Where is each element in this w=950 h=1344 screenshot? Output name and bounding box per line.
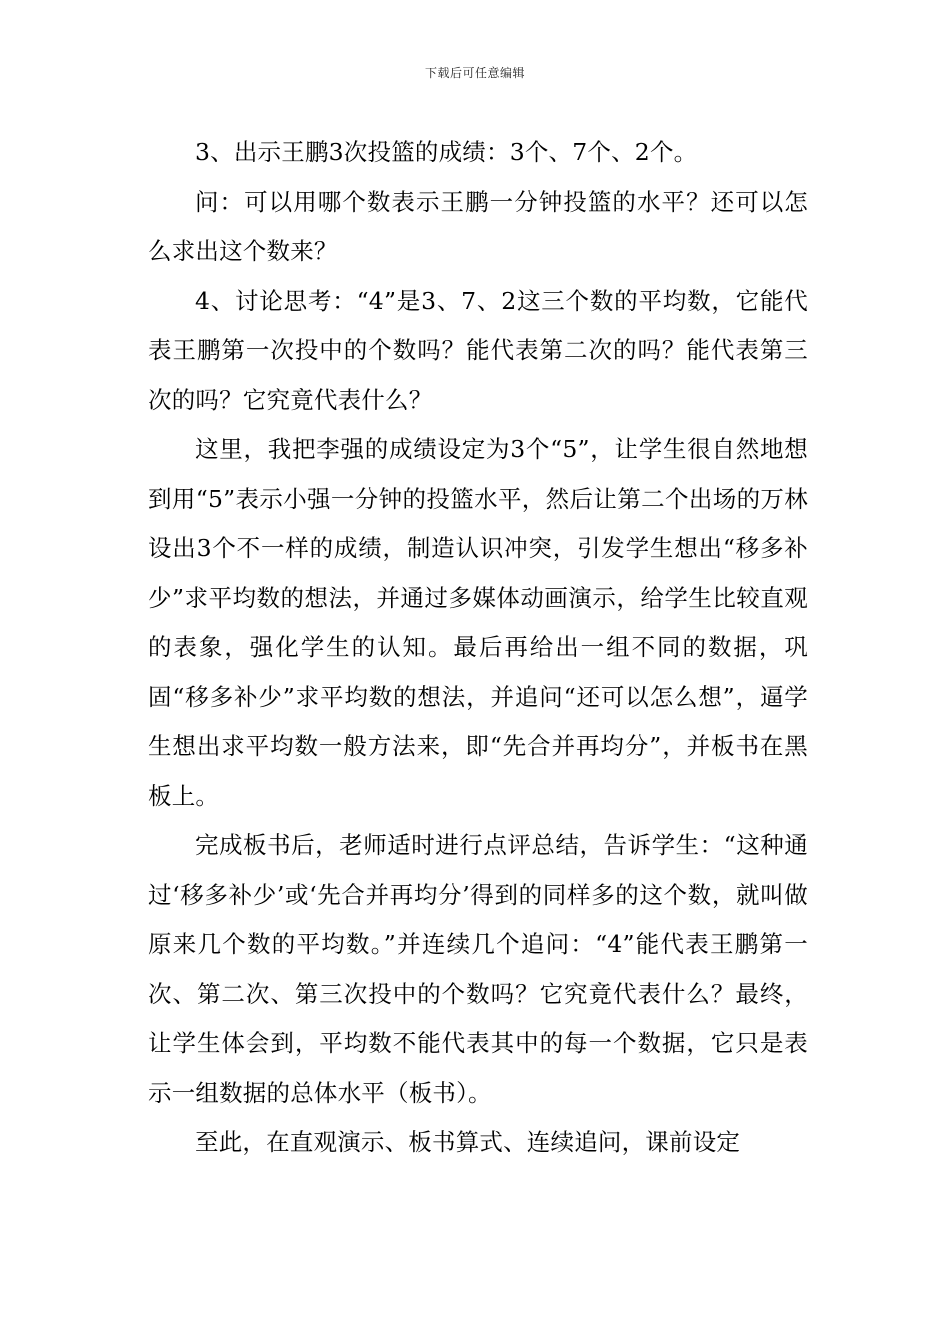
paragraph-explanation: 这里，我把李强的成绩设定为3个“5”，让学生很自然地想到用“5”表示小强一分钟的投篮水平，然后让第二个出场的万林设出3个不一样的成绩，制造认识冲突，引发学生想出“移多补少”求平均数的想法，并通过多媒体动画演示，给学生比较直观的表象，强化学生的认知。最后再给出一组不同的数据，巩固“移多补少”求平均数的想法，并追问“还可以怎么想”，逼学生想出求平均数一般方法来，即“先合并再均分”，并板书在黑板上。 [148, 435, 808, 810]
paragraph-summary: 完成板书后，老师适时进行点评总结，告诉学生：“这种通过‘移多补少’或‘先合并再均分’得到的同样多的这个数，就叫做原来几个数的平均数。”并连续几个追问：“4”能代表王鹏第一次、第二次、第三次投中的个数吗？它究竟代表什么？最终，让学生体会到，平均数不能代表其中的每一个数据，它只是表示一组数据的总体水平（板书）。 [148, 831, 808, 1107]
paragraph-conclusion: 至此，在直观演示、板书算式、连续追问，课前设定 [195, 1128, 741, 1156]
paragraph-step-3: 3、出示王鹏3次投篮的成绩：3个、7个、2个。 [195, 138, 698, 166]
page-header: 下载后可任意编辑 [424, 66, 525, 80]
paragraph-question: 问：可以用哪个数表示王鹏一分钟投篮的水平？还可以怎么求出这个数来？ [148, 187, 808, 265]
document-body [148, 128, 808, 1168]
paragraph-step-4: 4、讨论思考：“4”是3、7、2这三个数的平均数，它能代表王鹏第一次投中的个数吗？能代表第二次的吗？能代表第三次的吗？它究竟代表什么？ [148, 286, 808, 414]
